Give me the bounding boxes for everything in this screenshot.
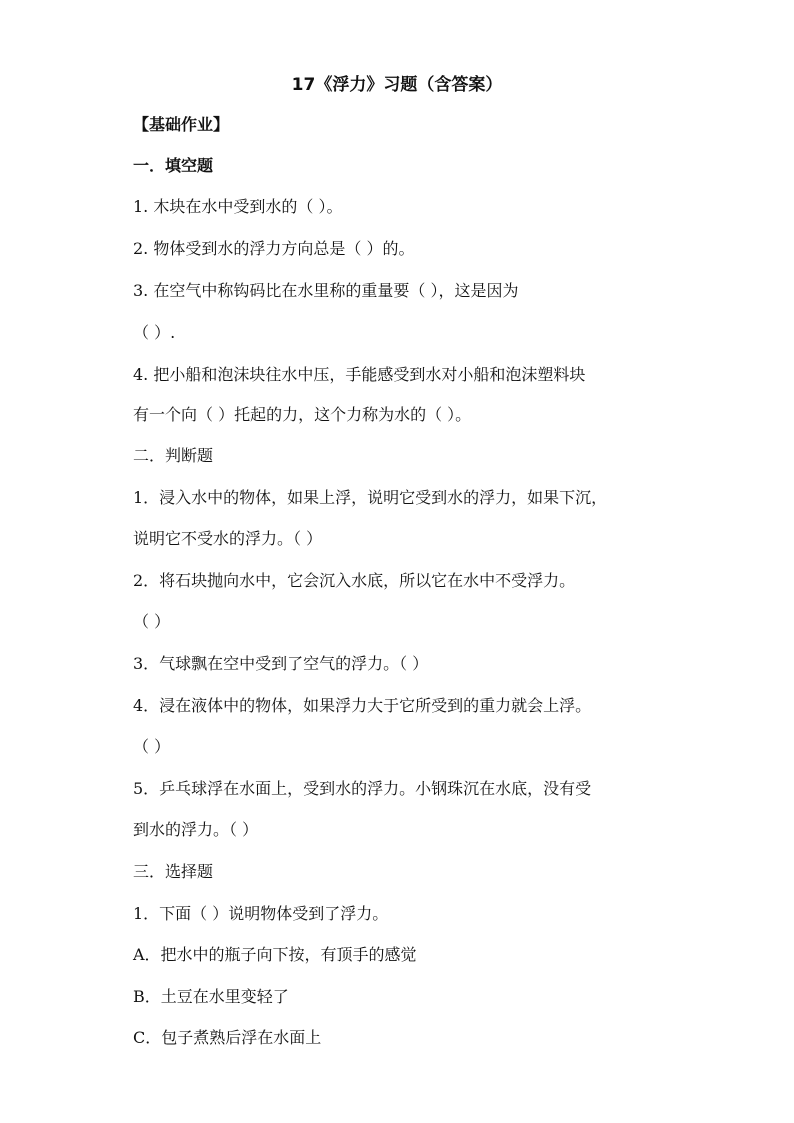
- fill-blank-heading: 一．填空题: [133, 156, 214, 175]
- judge-question-2-line-2: （ ）: [133, 612, 171, 631]
- judge-question-1-line-2: 说明它不受水的浮力。（ ）: [133, 529, 323, 548]
- section-basic-heading: 【基础作业】: [133, 115, 230, 134]
- true-false-heading: 二．判断题: [133, 446, 214, 465]
- judge-question-4-line-2: （ ）: [133, 737, 171, 756]
- page-title: 17《浮力》习题（含答案）: [291, 75, 503, 95]
- judge-question-4-line-1: 4．浸在液体中的物体，如果浮力大于它所受到的重力就会上浮。: [133, 696, 592, 715]
- choice-question-1: 1．下面（ ）说明物体受到了浮力。: [133, 904, 389, 923]
- judge-question-5-line-1: 5．乒乓球浮在水面上，受到水的浮力。小钢珠沉在水底，没有受: [133, 779, 592, 798]
- judge-question-2-line-1: 2．将石块抛向水中，它会沉入水底，所以它在水中不受浮力。: [133, 571, 576, 590]
- fill-question-3-line-1: 3. 在空气中称钩码比在水里称的重量要（ ），这是因为: [133, 281, 519, 300]
- fill-question-2: 2. 物体受到水的浮力方向总是（ ）的。: [133, 239, 415, 258]
- choice-option-c: C．包子煮熟后浮在水面上: [133, 1028, 322, 1047]
- judge-question-3: 3．气球飘在空中受到了空气的浮力。（ ）: [133, 654, 429, 673]
- multiple-choice-heading: 三．选择题: [133, 862, 214, 881]
- fill-question-4-line-1: 4. 把小船和泡沫块往水中压，手能感受到水对小船和泡沫塑料块: [133, 365, 586, 384]
- fill-question-3-line-2: （ ）.: [133, 323, 176, 342]
- choice-option-a: A．把水中的瓶子向下按，有顶手的感觉: [133, 945, 417, 964]
- judge-question-5-line-2: 到水的浮力。（ ）: [133, 820, 259, 839]
- fill-question-1: 1. 木块在水中受到水的（ ）。: [133, 197, 343, 216]
- choice-option-b: B．土豆在水里变轻了: [133, 987, 289, 1006]
- judge-question-1-line-1: 1．浸入水中的物体，如果上浮，说明它受到水的浮力，如果下沉，: [133, 488, 608, 507]
- fill-question-4-line-2: 有一个向（ ）托起的力，这个力称为水的（ ）。: [133, 405, 472, 424]
